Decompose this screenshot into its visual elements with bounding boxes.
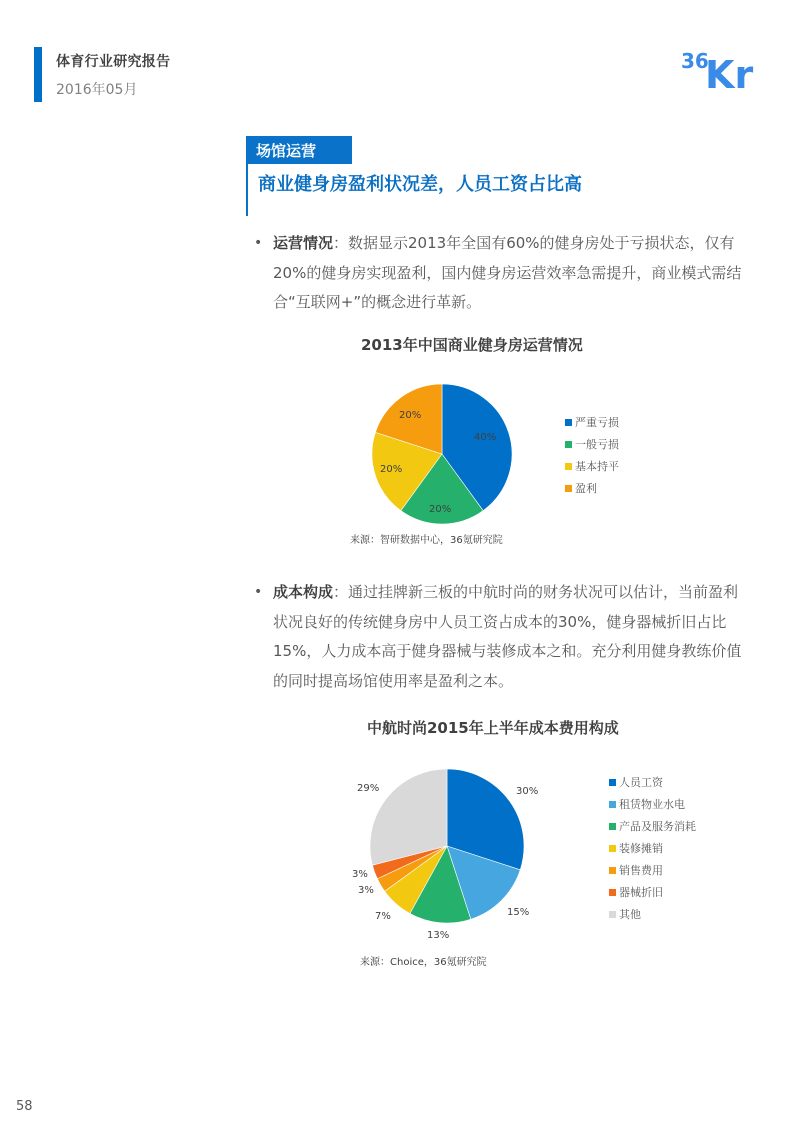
legend-swatch-icon	[609, 823, 616, 830]
page-number: 58	[16, 1099, 33, 1114]
logo-number: 36	[681, 49, 709, 73]
legend-item	[565, 411, 619, 433]
legend-label: 一般亏损	[575, 438, 619, 451]
legend-label: 其他	[619, 908, 641, 921]
section-tag: 场馆运营	[246, 136, 352, 164]
legend-label: 基本持平	[575, 460, 619, 473]
pie-data-label: 3%	[352, 869, 368, 880]
chart-title-operations: 2013年中国商业健身房运营情况	[361, 336, 583, 354]
legend-item	[609, 903, 696, 925]
pie-data-label: 3%	[358, 885, 374, 896]
legend-operations	[565, 411, 619, 499]
legend-item	[609, 771, 696, 793]
legend-swatch-icon	[609, 779, 616, 786]
legend-swatch-icon	[609, 867, 616, 874]
paragraph-lead: 运营情况	[273, 234, 334, 252]
header-accent-bar	[34, 47, 42, 102]
legend-label: 人员工资	[619, 776, 663, 789]
pie-data-label: 7%	[375, 911, 391, 922]
legend-swatch-icon	[565, 485, 572, 492]
report-title: 体育行业研究报告	[56, 54, 171, 70]
pie-data-label: 13%	[427, 930, 450, 941]
legend-item	[609, 793, 696, 815]
legend-item	[565, 477, 619, 499]
paragraph-cost	[254, 578, 748, 696]
legend-item	[565, 433, 619, 455]
bullet-icon: •	[254, 584, 263, 600]
legend-swatch-icon	[565, 419, 572, 426]
paragraph-text: ：数据显示2013年全国有60%的健身房处于亏损状态，仅有20%的健身房实现盈利，国内健身房运营效率急需提升，商业模式需结合“互联网+”的概念进行革新。	[273, 234, 742, 311]
pie-data-label: 29%	[357, 783, 380, 794]
paragraph-lead: 成本构成	[273, 583, 334, 601]
pie-data-label: 40%	[474, 432, 497, 443]
pie-data-label: 30%	[516, 786, 539, 797]
chart-source-cost: 来源：Choice，36氪研究院	[360, 957, 487, 968]
legend-swatch-icon	[609, 889, 616, 896]
logo-letters: Kr	[705, 53, 754, 92]
36kr-logo	[680, 44, 764, 92]
legend-item	[609, 859, 696, 881]
pie-chart-operations	[372, 384, 512, 524]
legend-label: 产品及服务消耗	[619, 820, 696, 833]
chart-source-operations: 来源：智研数据中心，36氪研究院	[350, 535, 503, 546]
legend-swatch-icon	[565, 463, 572, 470]
legend-label: 器械折旧	[619, 886, 663, 899]
legend-swatch-icon	[609, 911, 616, 918]
legend-item	[565, 455, 619, 477]
legend-swatch-icon	[609, 801, 616, 808]
legend-item	[609, 881, 696, 903]
legend-swatch-icon	[609, 845, 616, 852]
legend-label: 盈利	[575, 482, 597, 495]
legend-label: 销售费用	[619, 864, 663, 877]
pie-chart-cost	[370, 769, 524, 923]
legend-swatch-icon	[565, 441, 572, 448]
legend-cost	[609, 771, 696, 925]
pie-data-label: 15%	[507, 907, 530, 918]
pie-data-label: 20%	[380, 464, 403, 475]
legend-label: 租赁物业水电	[619, 798, 685, 811]
pie-data-label: 20%	[429, 504, 452, 515]
pie-data-label: 20%	[399, 410, 422, 421]
section-heading: 商业健身房盈利状况差，人员工资占比高	[258, 174, 582, 195]
paragraph-operations	[254, 229, 748, 318]
bullet-icon: •	[254, 235, 263, 251]
legend-item	[609, 815, 696, 837]
legend-label: 装修摊销	[619, 842, 663, 855]
chart-title-cost: 中航时尚2015年上半年成本费用构成	[367, 719, 619, 737]
legend-label: 严重亏损	[575, 416, 619, 429]
paragraph-text: ：通过挂牌新三板的中航时尚的财务状况可以估计，当前盈利状况良好的传统健身房中人员工资占成本的30%，健身器械折旧占比15%，人力成本高于健身器械与装修成本之和。充分利用健身教练价值的同时提高场馆使用率是盈利之本。	[273, 583, 742, 690]
legend-item	[609, 837, 696, 859]
report-date: 2016年05月	[56, 82, 138, 98]
